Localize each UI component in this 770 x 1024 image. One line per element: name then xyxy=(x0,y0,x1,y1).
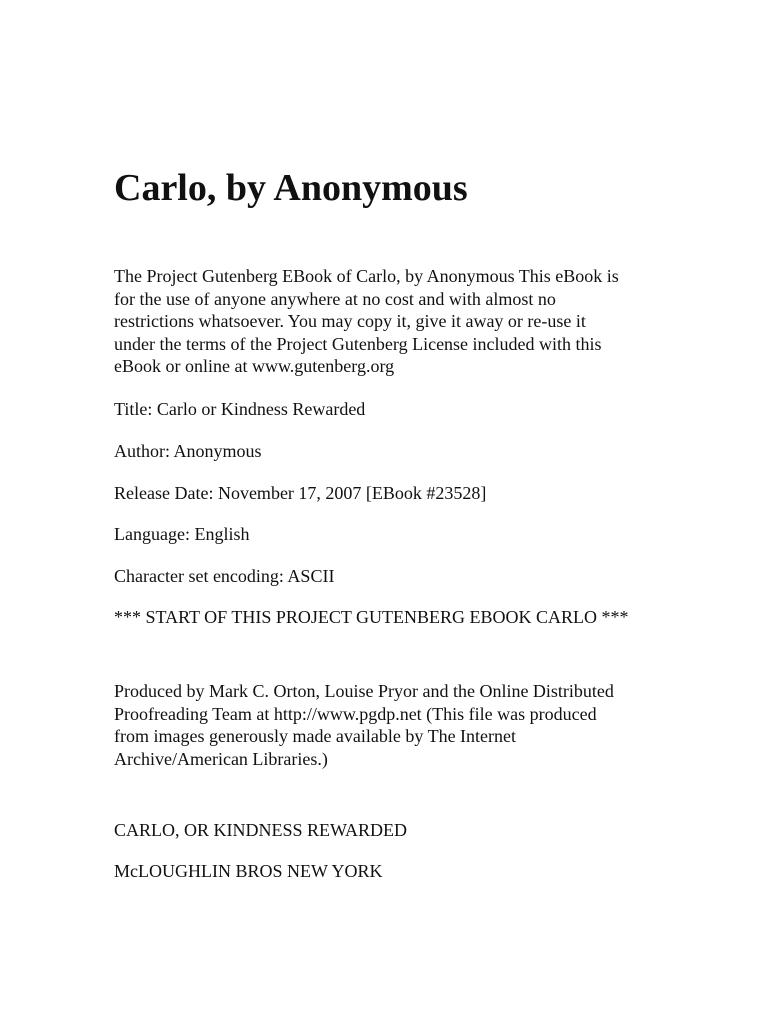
start-marker: *** START OF THIS PROJECT GUTENBERG EBOOK CARLO *** xyxy=(114,607,629,627)
intro-line: eBook or online at www.gutenberg.org xyxy=(114,356,395,376)
book-heading: CARLO, OR KINDNESS REWARDED xyxy=(114,820,408,840)
document-title: Carlo, by Anonymous xyxy=(114,167,468,209)
release-date-field: Release Date: November 17, 2007 [EBook #23528] xyxy=(114,483,487,503)
intro-line: The Project Gutenberg EBook of Carlo, by Anonymous This eBook is xyxy=(114,266,619,286)
publisher-line: McLOUGHLIN BROS NEW YORK xyxy=(114,861,383,881)
produced-line: from images generously made available by The Internet xyxy=(114,726,517,746)
intro-line: restrictions whatsoever. You may copy it, give it away or re-use it xyxy=(114,311,586,331)
author-field: Author: Anonymous xyxy=(114,441,262,461)
charset-field: Character set encoding: ASCII xyxy=(114,566,335,586)
intro-line: for the use of anyone anywhere at no cost and with almost no xyxy=(114,288,556,309)
intro-paragraph xyxy=(114,265,619,378)
produced-line: Produced by Mark C. Orton, Louise Pryor and the Online Distributed xyxy=(114,681,614,701)
produced-line: Proofreading Team at http://www.pgdp.net (This file was produced xyxy=(114,703,597,724)
language-field: Language: English xyxy=(114,524,250,544)
produced-paragraph xyxy=(114,680,614,770)
intro-line: under the terms of the Project Gutenberg License included with this xyxy=(114,333,602,354)
produced-line: Archive/American Libraries.) xyxy=(114,748,328,769)
title-field: Title: Carlo or Kindness Rewarded xyxy=(114,399,366,419)
